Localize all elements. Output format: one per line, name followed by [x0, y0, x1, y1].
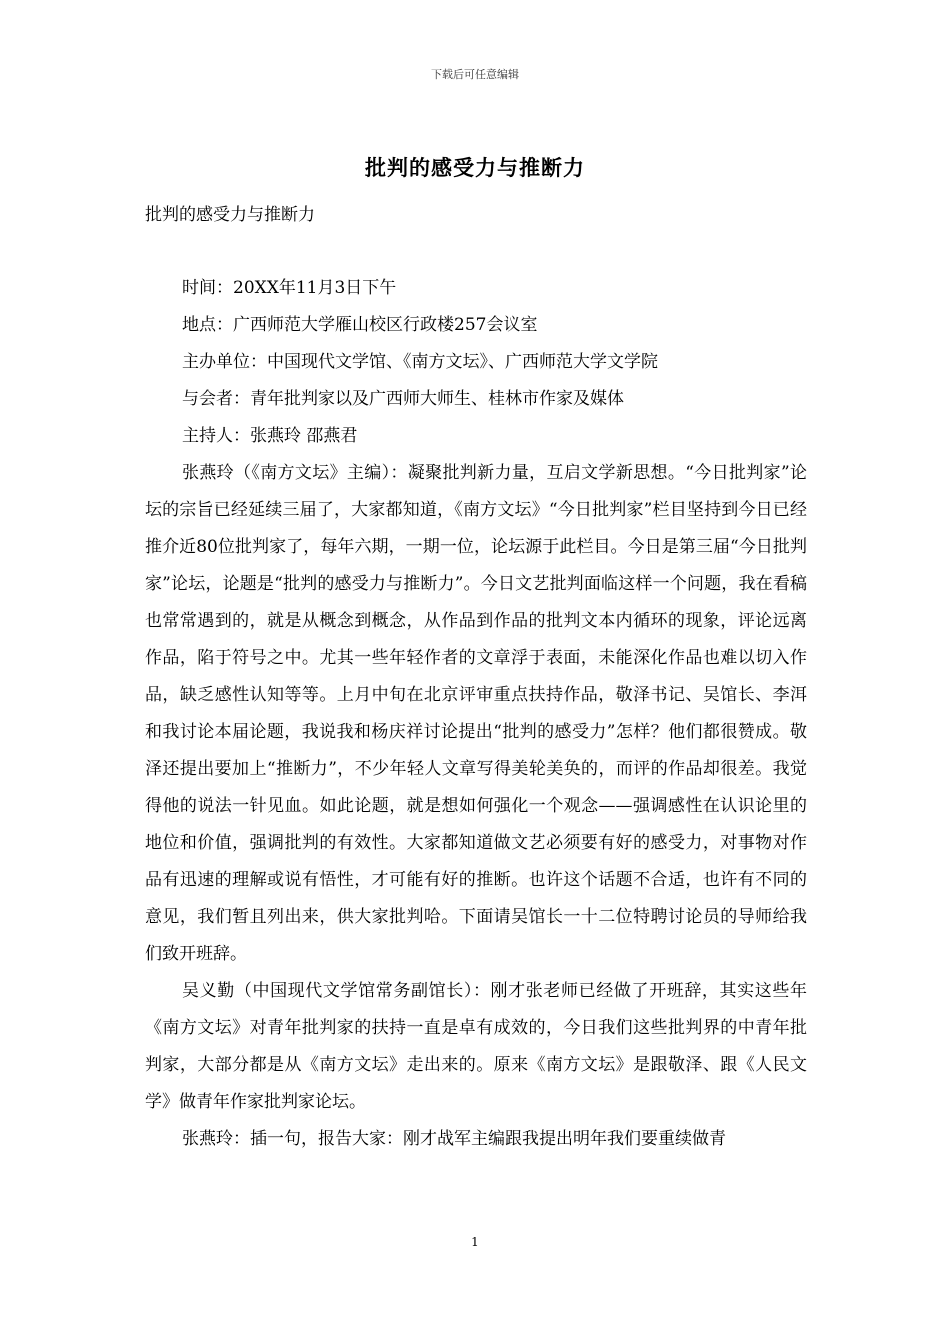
document-title: 批判的感受力与推断力: [365, 155, 585, 180]
paragraph: 吴义勤（中国现代文学馆常务副馆长）：刚才张老师已经做了开班辞，其实这些年《南方文坛》对青年批判家的扶持一直是卓有成效的，今日我们这些批判界的中青年批判家，大部分都是从《南方文坛》走出来的。原来《南方文坛》是跟敬泽、跟《人民文学》做青年作家批判家论坛。: [145, 981, 807, 1112]
meta-location: 地点：广西师范大学雁山校区行政楼257会议室: [182, 315, 538, 335]
meta-time: 时间：20XX年11月3日下午: [182, 278, 397, 298]
meta-organizers: 主办单位：中国现代文学馆、《南方文坛》、广西师范大学文学院: [182, 352, 658, 372]
header-note: 下载后可任意编辑: [431, 68, 519, 81]
paragraph: 张燕玲（《南方文坛》主编）：凝聚批判新力量，互启文学新思想。“今日批判家”论坛的宗旨已经延续三届了，大家都知道，《南方文坛》“今日批判家”栏目坚持到今日已经推介近80位批判家了，每年六期，一期一位，论坛源于此栏目。今日是第三届“今日批判家”论坛，论题是“批判的感受力与推断力”。今日文艺批判面临这样一个问题，我在看稿也常常遇到的，就是从概念到概念，从作品到作品的批判文本内循环的现象，评论远离作品，陷于符号之中。尤其一些年轻作者的文章浮于表面，未能深化作品也难以切入作品，缺乏感性认知等等。上月中旬在北京评审重点扶持作品，敬泽书记、吴馆长、李洱和我讨论本届论题，我说我和杨庆祥讨论提出“批判的感受力”怎样？他们都很赞成。敬泽还提出要加上“推断力”，不少年轻人文章写得美轮美奂的，而评的作品却很差。我觉得他的说法一针见血。如此论题，就是想如何强化一个观念——强调感性在认识论里的地位和价值，强调批判的有效性。大家都知道做文艺必须要有好的感受力，对事物对作品有迅速的理解或说有悟性，才可能有好的推断。也许这个话题不合适，也许有不同的意见，我们暂且列出来，供大家批判哈。下面请吴馆长一十二位特聘讨论员的导师给我们致开班辞。: [145, 463, 807, 964]
meta-attendees: 与会者：青年批判家以及广西师大师生、桂林市作家及媒体: [182, 389, 624, 409]
paragraph: 张燕玲：插一句，报告大家：刚才战军主编跟我提出明年我们要重续做青: [182, 1129, 726, 1149]
document-body: [145, 270, 807, 1158]
meta-hosts: 主持人：张燕玲 邵燕君: [182, 426, 358, 446]
page-number: 1: [471, 1235, 479, 1249]
document-subtitle: 批判的感受力与推断力: [145, 205, 315, 225]
